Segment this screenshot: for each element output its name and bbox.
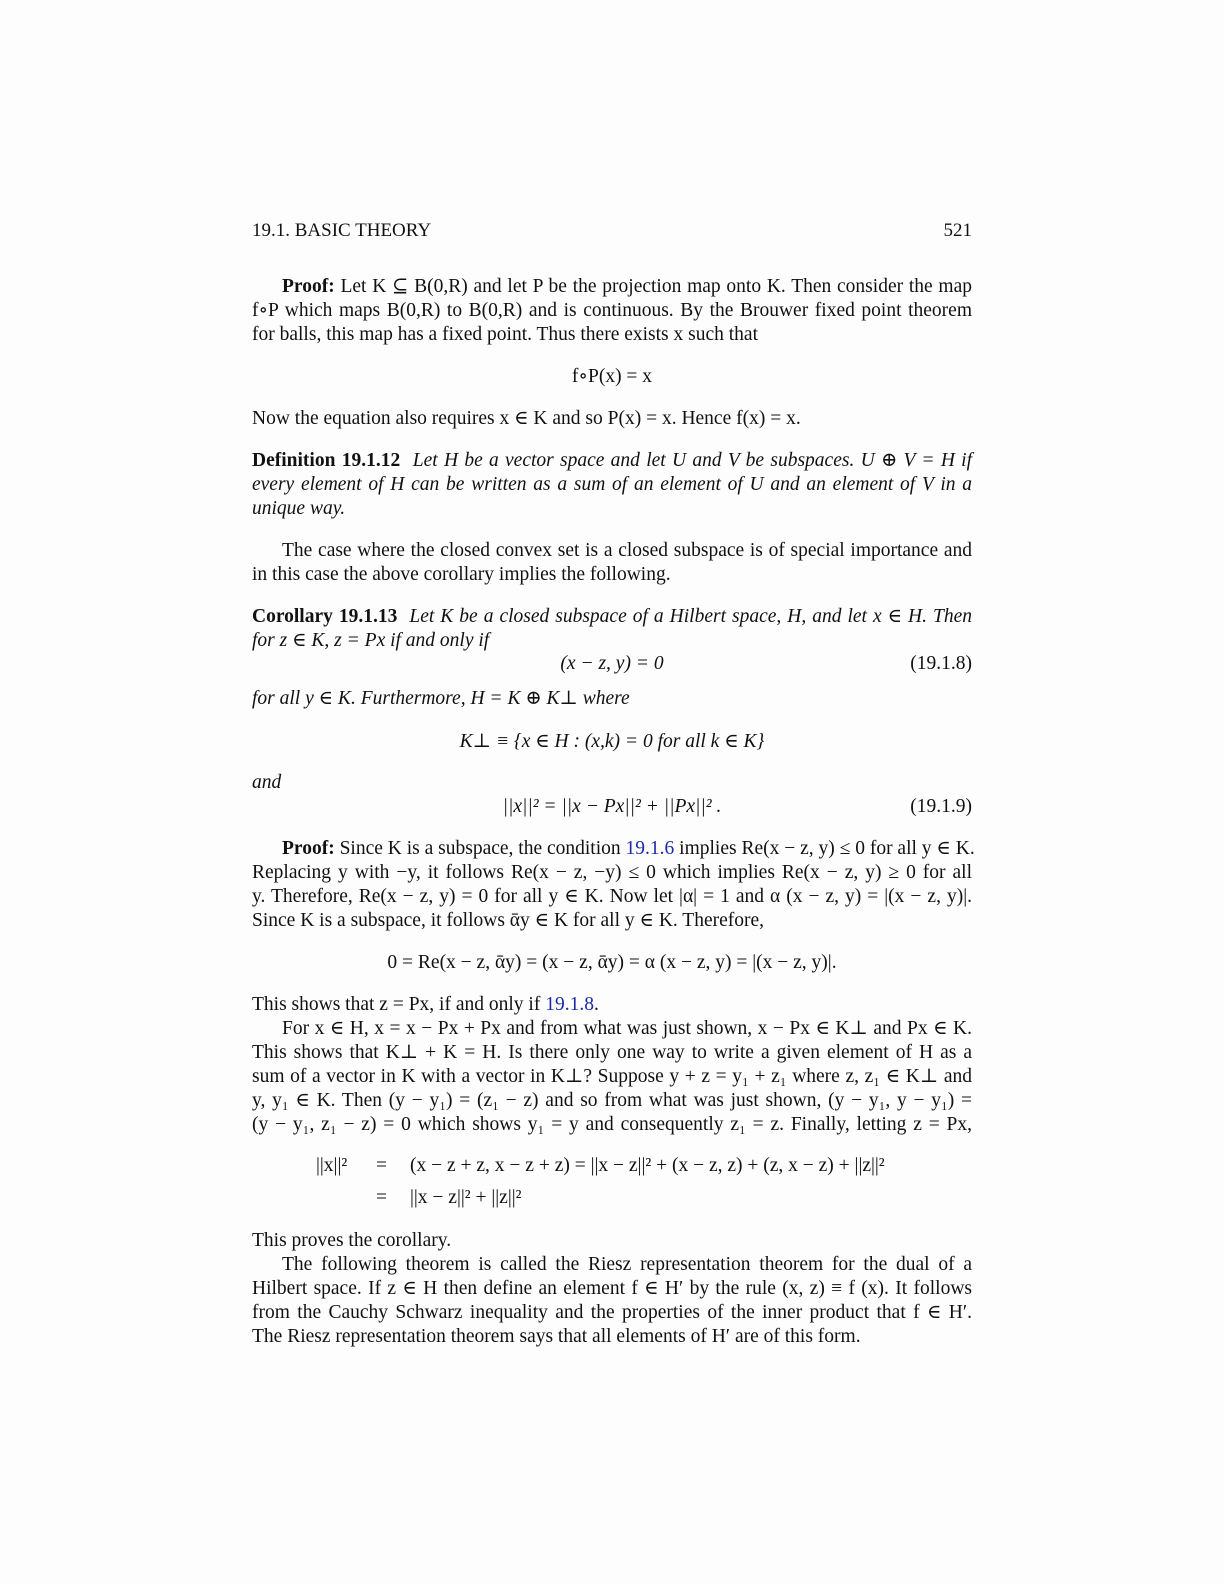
proof-label: Proof: xyxy=(282,276,335,297)
proof2-line3: y. Therefore, Re(x − z, y) = 0 for all y ∈ K. Now let |α| = 1 and α (x − z, y) = |(x − z, y)|. xyxy=(252,886,972,907)
corollary-label: Corollary 19.1.13 xyxy=(252,606,398,627)
corollary-line3: for all y ∈ K. Furthermore, H = K ⊕ K⊥ where xyxy=(252,688,630,709)
para2-line2: Hilbert space. If z ∈ H then define an element f ∈ H′ by the rule (x, z) ≡ f (x). It follows xyxy=(252,1278,972,1299)
proof2-line5 xyxy=(252,993,972,1017)
proof1-text: Let K ⊆ B(0,R) and let P be the projection map onto K. Then consider the map xyxy=(334,276,972,297)
proof2-line7: This shows that K⊥ + K = H. Is there only one way to write a given element of H as a xyxy=(252,1042,972,1063)
proof-label: Proof: xyxy=(282,838,335,859)
running-header xyxy=(252,219,972,243)
proof2-equation: 0 = Re(x − z, ᾱy) = (x − z, ᾱy) = α (x − z, y) = |(x − z, y)|. xyxy=(387,952,837,973)
proof2-line4: Since K is a subspace, it follows ᾱy ∈ K for all y ∈ K. Therefore, xyxy=(252,910,765,931)
equation-19-1-8 xyxy=(252,652,972,676)
orthogonal-complement-equation: K⊥ ≡ {x ∈ H : (x,k) = 0 for all k ∈ K} xyxy=(459,731,765,752)
reference-link-19-1-8[interactable]: 19.1.8 xyxy=(545,994,594,1015)
aligned-eq-equals-2: = xyxy=(376,1187,387,1208)
equation-number: (19.1.9) xyxy=(910,796,972,817)
equation-19-1-9 xyxy=(252,795,972,819)
proof2-text: Since K is a subspace, the condition xyxy=(334,838,626,859)
para2-line4: The Riesz representation theorem says that all elements of H′ are of this form. xyxy=(252,1326,861,1347)
definition-line3: unique way. xyxy=(252,498,346,519)
proof2-line8: sum of a vector in K with a vector in K⊥? Suppose y + z = y₁ + z₁ where z, z₁ ∈ K⊥ and xyxy=(252,1066,972,1087)
proof1-line4: Now the equation also requires x ∈ K and so P(x) = x. Hence f(x) = x. xyxy=(252,408,801,429)
definition-line2: every element of H can be written as a sum of an element of U and an element of V in a xyxy=(252,474,972,495)
para1-line1: The case where the closed convex set is a closed subspace is of special importance and xyxy=(282,540,972,561)
proof2-text: . xyxy=(593,994,599,1015)
proof1-line1 xyxy=(252,275,972,299)
aligned-eq-lhs: ||x||² xyxy=(316,1155,348,1176)
page-number: 521 xyxy=(943,220,972,241)
definition-text: Let H be a vector space and let U and V be subspaces. U ⊕ V = H if xyxy=(412,450,973,471)
definition-label: Definition 19.1.12 xyxy=(252,450,401,471)
section-title: 19.1. BASIC THEORY xyxy=(252,220,432,241)
proof2-line9: y, y₁ ∈ K. Then (y − y₁) = (z₁ − z) and so from what was just shown, (y − y₁, y − y₁) = xyxy=(252,1090,972,1111)
definition-line1 xyxy=(252,449,972,473)
proof2-line6: For x ∈ H, x = x − Px + Px and from what was just shown, x − Px ∈ K⊥ and Px ∈ K. xyxy=(282,1018,972,1039)
corollary-line4: and xyxy=(252,772,282,793)
para1-line2: in this case the above corollary implies the following. xyxy=(252,564,671,585)
corollary-line2: for z ∈ K, z = Px if and only if xyxy=(252,630,490,651)
para2-line1: The following theorem is called the Riesz representation theorem for the dual of a xyxy=(282,1254,972,1275)
equation-number: (19.1.8) xyxy=(910,653,972,674)
aligned-eq-rhs: (x − z + z, x − z + z) = ||x − z||² + (x − z, z) + (z, x − z) + ||z||² xyxy=(410,1155,885,1176)
equation-body: (x − z, y) = 0 xyxy=(560,653,664,674)
proof2-text: implies Re(x − z, y) ≤ 0 for all y ∈ K. xyxy=(674,838,975,859)
equation-body: ||x||² = ||x − Px||² + ||Px||² . xyxy=(502,796,722,817)
proof2-line2: Replacing y with −y, it follows Re(x − z, −y) ≤ 0 which implies Re(x − z, y) ≥ 0 for all xyxy=(252,862,972,883)
para2-line3: from the Cauchy Schwarz inequality and the properties of the inner product that f ∈ H′. xyxy=(252,1302,972,1323)
proof2-line11: This proves the corollary. xyxy=(252,1230,452,1251)
aligned-eq-equals: = xyxy=(376,1155,387,1176)
reference-link-19-1-6[interactable]: 19.1.6 xyxy=(625,838,675,859)
proof2-text: This shows that z = Px, if and only if xyxy=(252,994,546,1015)
proof1-line2: f∘P which maps B(0,R) to B(0,R) and is continuous. By the Brouwer fixed point theorem xyxy=(252,300,972,321)
proof2-line10: (y − y₁, z₁ − z) = 0 which shows y₁ = y and consequently z₁ = z. Finally, letting z = Px, xyxy=(252,1114,972,1135)
aligned-eq-rhs-2: ||x − z||² + ||z||² xyxy=(410,1187,522,1208)
proof1-equation: f∘P(x) = x xyxy=(571,366,653,387)
corollary-line1 xyxy=(252,605,972,629)
proof2-line1 xyxy=(252,837,975,861)
proof1-line3: for balls, this map has a fixed point. Thus there exists x such that xyxy=(252,324,759,345)
corollary-text: Let K be a closed subspace of a Hilbert space, H, and let x ∈ H. Then xyxy=(409,606,972,627)
